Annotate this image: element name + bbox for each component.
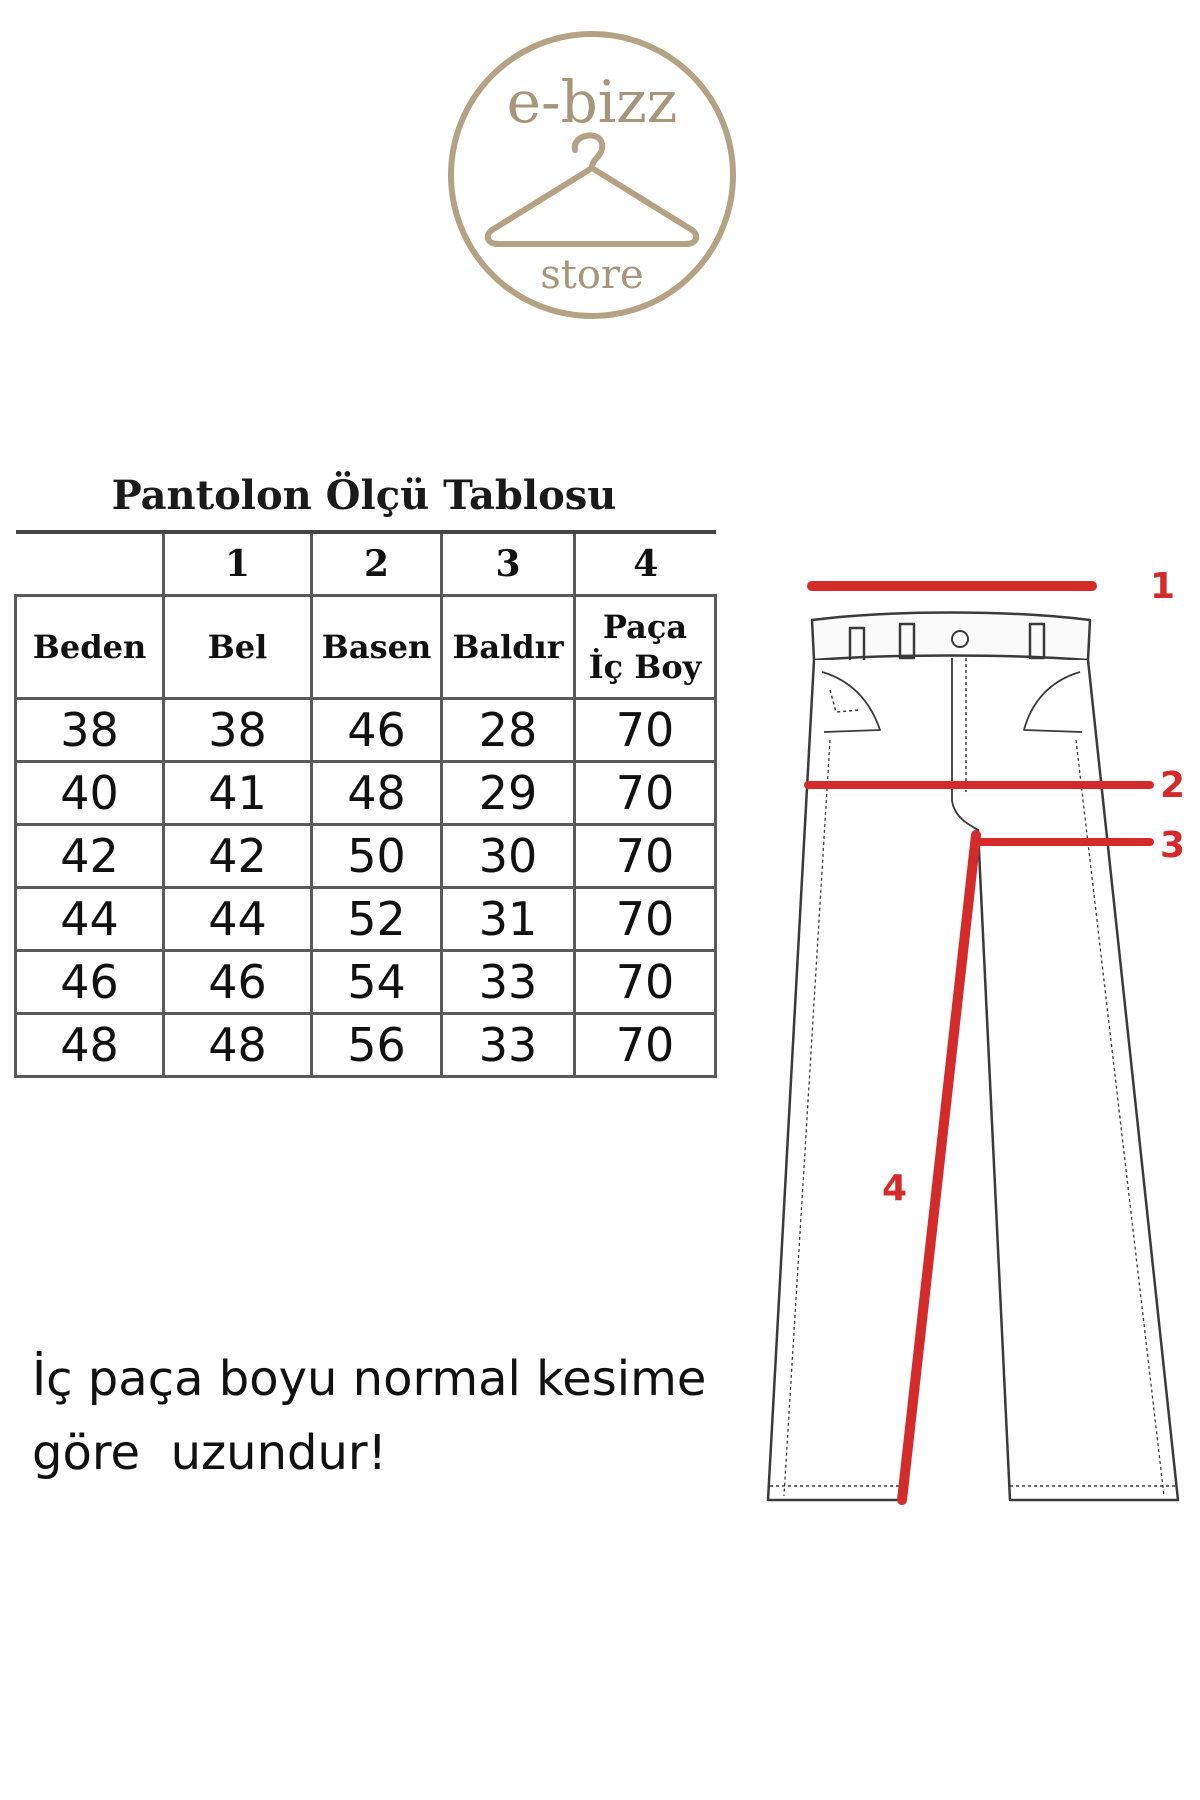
table-cell: 46	[164, 951, 312, 1014]
measure-number-cell	[16, 532, 164, 596]
marker-4: 4	[882, 1168, 908, 1209]
table-cell: 42	[16, 825, 164, 888]
button-icon	[952, 631, 968, 647]
table-cell: 54	[312, 951, 442, 1014]
table-cell: 56	[312, 1014, 442, 1077]
table-cell: 33	[442, 1014, 575, 1077]
table-cell: 70	[575, 825, 716, 888]
note-line-2: göre uzundur!	[32, 1425, 387, 1481]
hanger-icon	[488, 135, 697, 244]
table-cell: 38	[164, 699, 312, 762]
table-cell: 44	[164, 888, 312, 951]
header-row	[16, 596, 716, 699]
table-row	[16, 1014, 716, 1077]
table-cell: 41	[164, 762, 312, 825]
inseam-note	[32, 1342, 732, 1490]
table-cell: 48	[16, 1014, 164, 1077]
header-paca: Paça	[602, 608, 688, 646]
header-cell-paca-ic-boy	[575, 596, 716, 699]
measure-number-cell: 2	[312, 532, 442, 596]
logo-sub-text: store	[540, 252, 644, 298]
table-row	[16, 951, 716, 1014]
measure-number-cell: 1	[164, 532, 312, 596]
table-cell: 28	[442, 699, 575, 762]
table-cell: 70	[575, 699, 716, 762]
table-cell: 70	[575, 951, 716, 1014]
table-cell: 40	[16, 762, 164, 825]
table-row	[16, 888, 716, 951]
table-cell: 70	[575, 762, 716, 825]
measure-number-row	[16, 532, 716, 596]
header-cell-baldir: Baldır	[442, 596, 575, 699]
table-cell: 70	[575, 1014, 716, 1077]
logo-brand-text: e-bizz	[506, 68, 678, 136]
table-cell: 38	[16, 699, 164, 762]
table-cell: 48	[312, 762, 442, 825]
pants-diagram	[740, 560, 1200, 1520]
header-cell-bel: Bel	[164, 596, 312, 699]
measure-number-cell: 3	[442, 532, 575, 596]
size-table	[14, 530, 717, 1078]
table-cell: 52	[312, 888, 442, 951]
table-row	[16, 699, 716, 762]
note-line-1: İç paça boyu normal kesime	[32, 1351, 707, 1407]
table-cell: 48	[164, 1014, 312, 1077]
table-title: Pantolon Ölçü Tablosu	[111, 472, 617, 519]
marker-3: 3	[1160, 825, 1186, 866]
table-cell: 31	[442, 888, 575, 951]
table-cell: 29	[442, 762, 575, 825]
measure-number-cell: 4	[575, 532, 716, 596]
pants-outline	[768, 613, 1178, 1501]
table-row	[16, 825, 716, 888]
marker-1: 1	[1150, 566, 1176, 607]
header-ic-boy: İç Boy	[588, 648, 702, 686]
brand-logo	[442, 30, 742, 320]
table-cell: 46	[16, 951, 164, 1014]
table-cell: 42	[164, 825, 312, 888]
table-cell: 33	[442, 951, 575, 1014]
header-cell-beden: Beden	[16, 596, 164, 699]
table-cell: 30	[442, 825, 575, 888]
table-row	[16, 762, 716, 825]
header-cell-basen: Basen	[312, 596, 442, 699]
table-cell: 70	[575, 888, 716, 951]
marker-2: 2	[1160, 765, 1186, 806]
table-cell: 46	[312, 699, 442, 762]
table-cell: 44	[16, 888, 164, 951]
table-cell: 50	[312, 825, 442, 888]
